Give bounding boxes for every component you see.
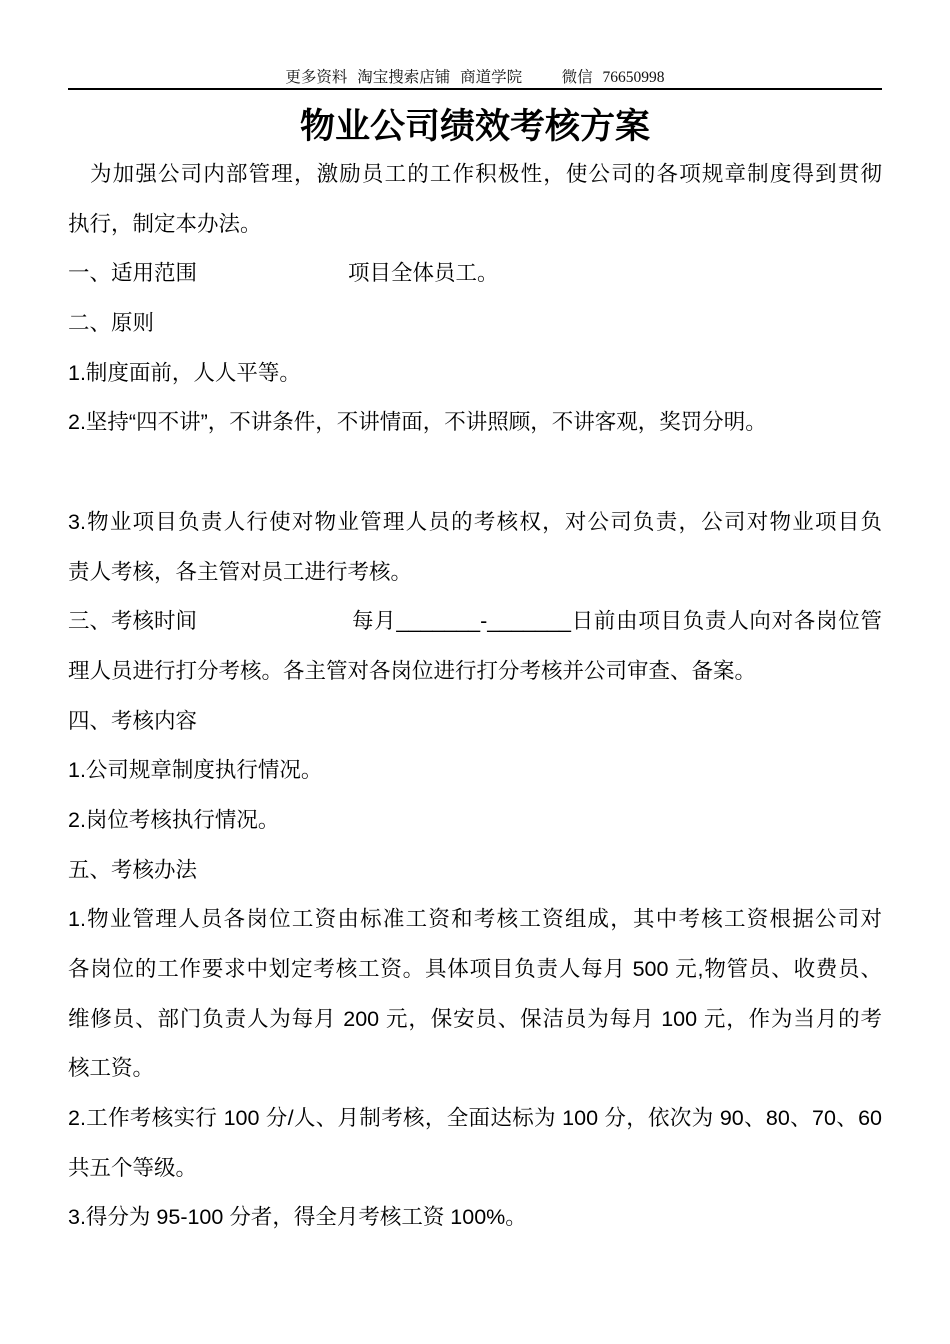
method-item-1-line: 各岗位的工作要求中划定考核工资。具体项目负责人每月 500 元,物管员、收费员、 — [68, 957, 882, 981]
document-title: 物业公司绩效考核方案 — [299, 107, 650, 146]
blank-line — [68, 448, 882, 498]
method-item-1-line: 1.物业管理人员各岗位工资由标准工资和考核工资组成，其中考核工资根据公司对 — [68, 907, 882, 932]
method-item-2-line: 2.工作考核实行 100 分/人、月制考核，全面达标为 100 分，依次为 90、80、70、60 — [68, 1106, 882, 1131]
section-heading-scope: 一、适用范围 — [68, 261, 198, 286]
intro-line: 执行，制定本办法。 — [68, 211, 262, 236]
timing-content-line: 理人员进行打分考核。各主管对各岗位进行打分考核并公司审查、备案。 — [68, 658, 757, 683]
section-timing-row — [68, 597, 882, 647]
principle-item-3-line: 3.物业项目负责人行使对物业管理人员的考核权，对公司负责，公司对物业项目负 — [68, 509, 882, 534]
principle-item-1: 1.制度面前，人人平等。 — [68, 360, 301, 385]
page-header-text: 更多资料 淘宝搜索店铺 商道学院 微信 76650998 — [285, 69, 665, 86]
header-rule — [68, 88, 882, 90]
method-item-1-line: 核工资。 — [68, 1056, 155, 1081]
content-item-2: 2.岗位考核执行情况。 — [68, 807, 280, 832]
method-item-2-line: 共五个等级。 — [68, 1155, 198, 1180]
method-item-1-line: 维修员、部门负责人为每月 200 元，保安员、保洁员为每月 100 元，作为当月的考 — [68, 1006, 882, 1031]
content-item-1: 1.公司规章制度执行情况。 — [68, 758, 323, 783]
section-heading-method: 五、考核办法 — [68, 857, 198, 882]
section-heading-content: 四、考核内容 — [68, 708, 198, 733]
method-item-3-line: 3.得分为 95-100 分者，得全月考核工资 100%。 — [68, 1205, 527, 1230]
principle-item-3-line: 责人考核，各主管对员工进行考核。 — [68, 559, 413, 584]
timing-content-line: 每月_______-_______日前由项目负责人向对各岗位管 — [352, 609, 882, 634]
intro-line: 为加强公司内部管理，激励员工的工作积极性，使公司的各项规章制度得到贯彻 — [90, 162, 882, 186]
section-heading-timing: 三、考核时间 — [68, 609, 198, 634]
section-scope-row — [68, 249, 882, 299]
document-body — [68, 150, 882, 1243]
principle-item-2: 2.坚持“四不讲”，不讲条件，不讲情面，不讲照顾，不讲客观，奖罚分明。 — [68, 410, 767, 435]
scope-content: 项目全体员工。 — [348, 261, 499, 286]
section-heading-principles: 二、原则 — [68, 311, 155, 336]
